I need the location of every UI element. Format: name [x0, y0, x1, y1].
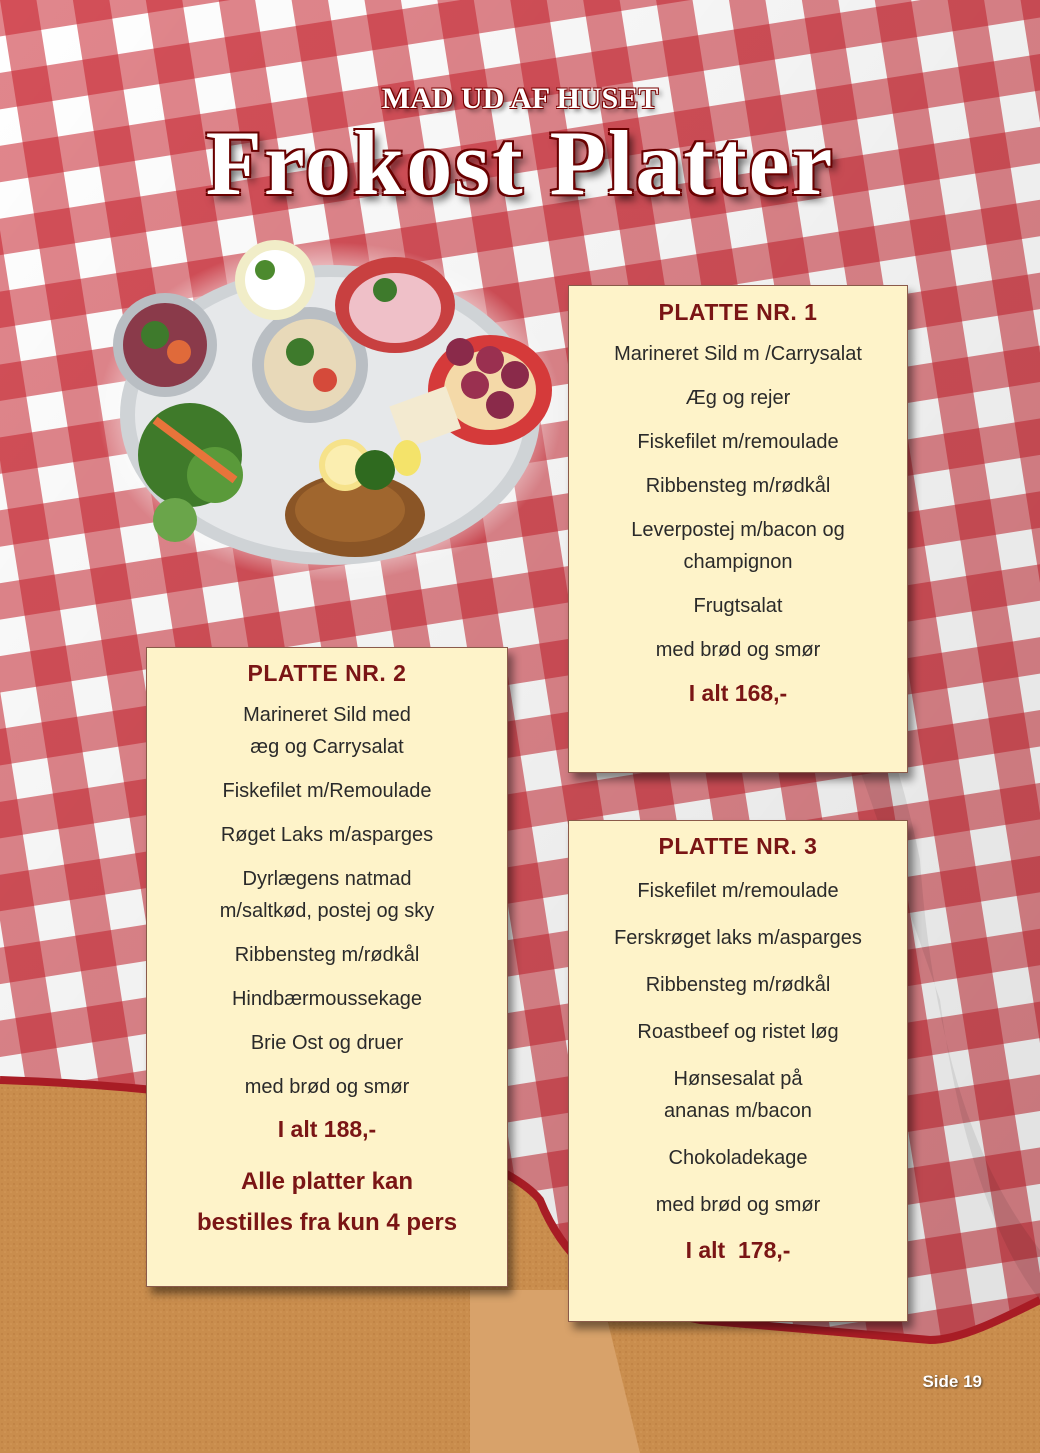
menu-item: med brød og smør [655, 639, 821, 661]
menu-item: Hindbærmoussekage [231, 988, 423, 1010]
menu-item: med brød og smør [655, 1194, 821, 1216]
menu-item: Ribbensteg m/rødkål [645, 475, 831, 497]
card-heading: PLATTE NR. 2 [247, 660, 407, 686]
menu-item: Leverpostej m/bacon og champignon [631, 519, 845, 573]
price-total: I alt 188,- [277, 1116, 377, 1142]
section-supertitle: MAD UD AF HUSET [381, 82, 659, 115]
menu-item: Ribbensteg m/rødkål [234, 944, 420, 966]
price-total: I alt 168,- [688, 680, 788, 706]
menu-items-list [147, 699, 507, 1103]
menu-item: Røget Laks m/asparges [220, 824, 434, 846]
platter-card-1 [568, 285, 908, 773]
menu-item: Roastbeef og ristet løg [637, 1021, 839, 1043]
menu-item: Ribbensteg m/rødkål [645, 974, 831, 996]
menu-item: Fiskefilet m/Remoulade [222, 780, 432, 802]
menu-item: Hønsesalat på ananas m/bacon [664, 1068, 812, 1122]
menu-item: med brød og smør [244, 1076, 410, 1098]
menu-items-list [569, 875, 907, 1221]
card-heading: PLATTE NR. 3 [658, 833, 818, 859]
order-note: Alle platter kan bestilles fra kun 4 pers [196, 1168, 458, 1236]
menu-item: Fiskefilet m/remoulade [637, 431, 839, 453]
menu-item: Frugtsalat [693, 595, 783, 617]
menu-item: Marineret Sild m /Carrysalat [614, 343, 862, 365]
menu-item: Æg og rejer [685, 387, 791, 409]
price-total: I alt 178,- [685, 1237, 791, 1263]
platter-food-photo [95, 240, 565, 585]
menu-items-list [569, 338, 907, 666]
menu-item: Dyrlægens natmad m/saltkød, postej og sky [219, 868, 435, 922]
card-heading: PLATTE NR. 1 [658, 299, 818, 325]
page-title: Frokost Platter [205, 112, 835, 214]
menu-item: Chokoladekage [668, 1147, 808, 1169]
menu-item: Fiskefilet m/remoulade [637, 880, 839, 902]
platter-card-3 [568, 820, 908, 1322]
page-number: Side 19 [922, 1372, 982, 1391]
menu-item: Marineret Sild med æg og Carrysalat [243, 704, 411, 758]
platter-card-2 [146, 647, 508, 1287]
menu-item: Ferskrøget laks m/asparges [614, 927, 862, 949]
menu-item: Brie Ost og druer [250, 1032, 404, 1054]
